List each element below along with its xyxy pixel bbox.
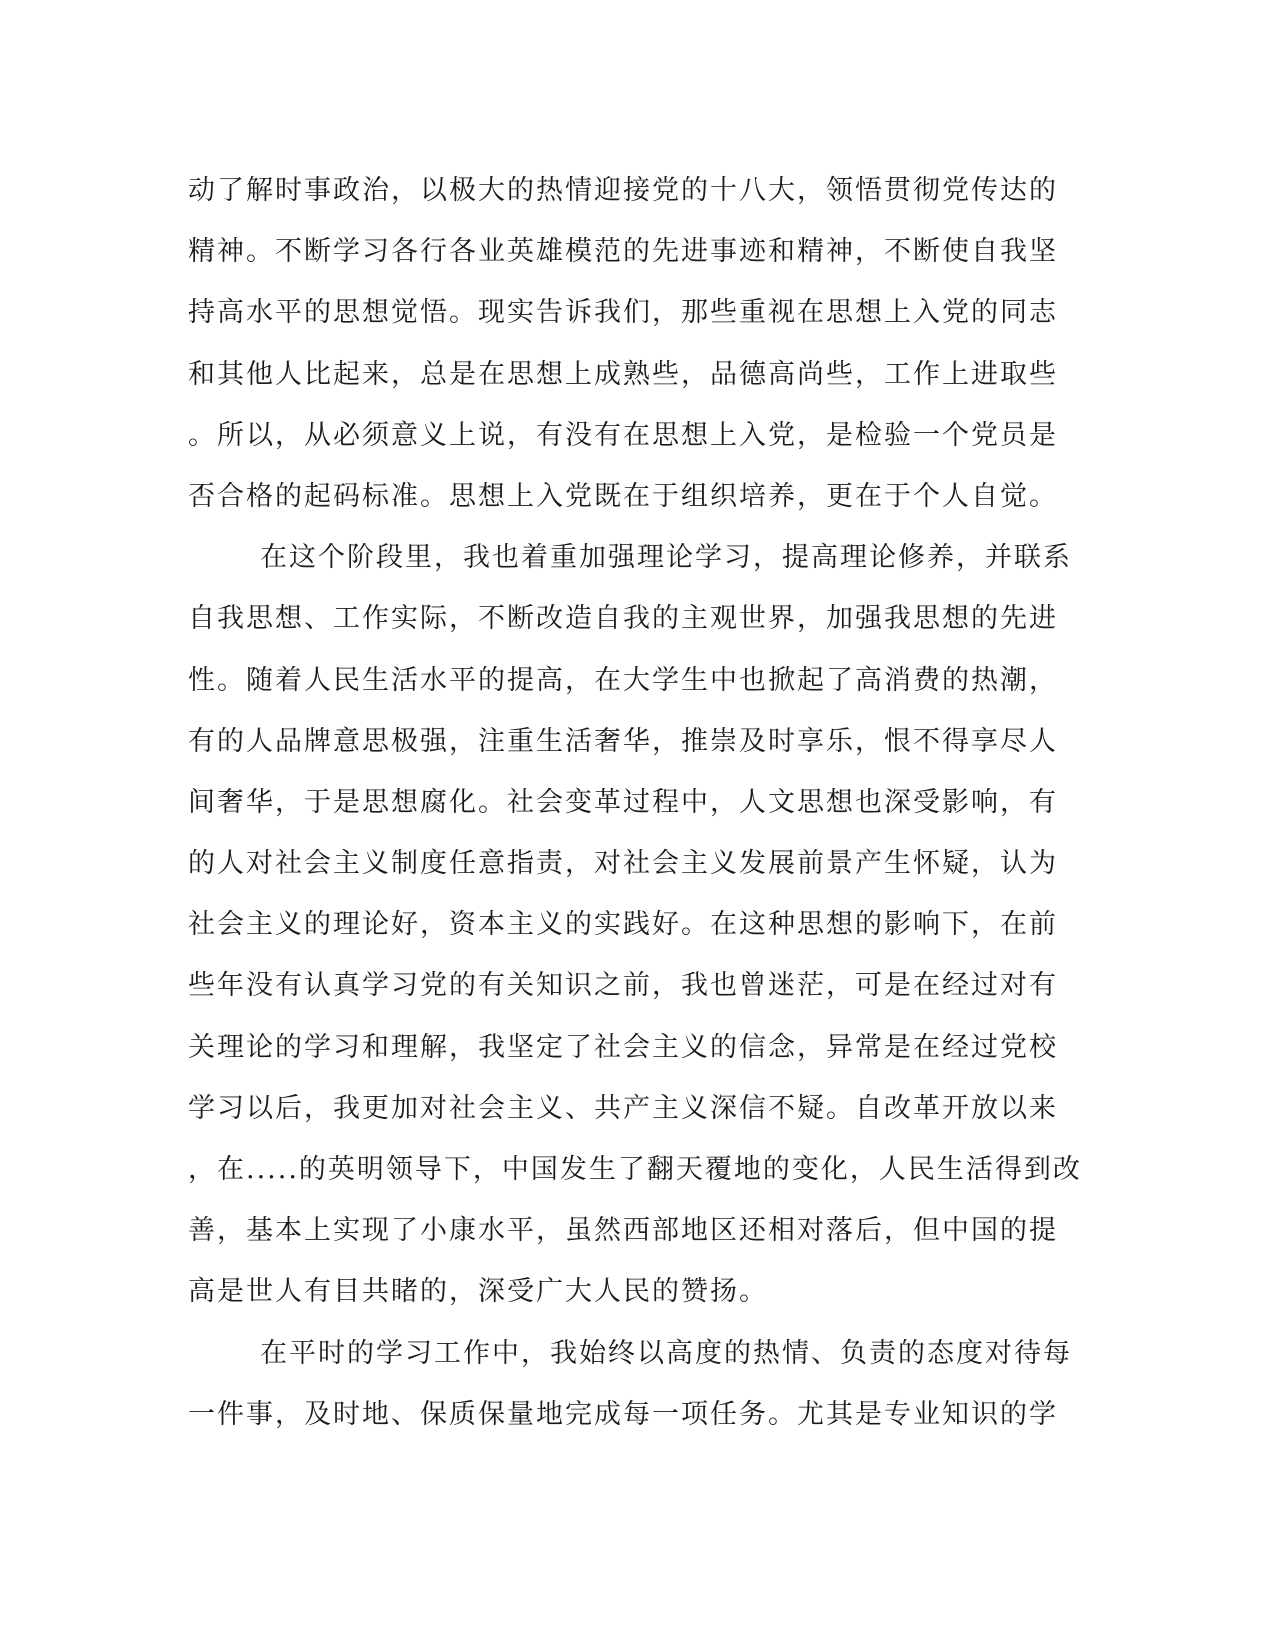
text-line: 善，基本上实现了小康水平，虽然西部地区还相对落后，但中国的提 (188, 1215, 1058, 1247)
paragraph-start-line: 在平时的学习工作中，我始终以高度的热情、负责的态度对待每 (260, 1337, 1072, 1369)
text-line: 。所以，从必须意义上说，有没有在思想上入党，是检验一个党员是 (188, 419, 1058, 451)
paragraph-start-line: 在这个阶段里，我也着重加强理论学习，提高理论修养，并联系 (260, 542, 1072, 574)
text-line: 的人对社会主义制度任意指责，对社会主义发展前景产生怀疑，认为 (188, 848, 1058, 880)
text-line: ，在.....的英明领导下，中国发生了翻天覆地的变化，人民生活得到改 (188, 1154, 1082, 1185)
text-line: 动了解时事政治，以极大的热情迎接党的十八大，领悟贯彻党传达的 (188, 175, 1058, 206)
text-line: 精神。不断学习各行各业英雄模范的先进事迹和精神，不断使自我坚 (188, 236, 1058, 268)
text-line: 否合格的起码标准。思想上入党既在于组织培养，更在于个人自觉。 (188, 480, 1058, 512)
document-body (188, 160, 1082, 1445)
text-line: 和其他人比起来，总是在思想上成熟些，品德高尚些，工作上进取些 (188, 358, 1058, 390)
text-line: 自我思想、工作实际，不断改造自我的主观世界，加强我思想的先进 (188, 603, 1058, 635)
text-line: 学习以后，我更加对社会主义、共产主义深信不疑。自改革开放以来 (188, 1092, 1058, 1124)
text-line: 一件事，及时地、保质保量地完成每一项任务。尤其是专业知识的学 (188, 1398, 1058, 1430)
text-line: 社会主义的理论好，资本主义的实践好。在这种思想的影响下，在前 (188, 909, 1058, 941)
text-line: 性。随着人民生活水平的提高，在大学生中也掀起了高消费的热潮， (188, 664, 1058, 696)
text-line: 关理论的学习和理解，我坚定了社会主义的信念，异常是在经过党校 (188, 1031, 1058, 1063)
text-line: 高是世人有目共睹的，深受广大人民的赞扬。 (188, 1276, 768, 1308)
text-line: 间奢华，于是思想腐化。社会变革过程中，人文思想也深受影响，有 (188, 786, 1058, 818)
text-line: 持高水平的思想觉悟。现实告诉我们，那些重视在思想上入党的同志 (188, 297, 1058, 329)
text-line: 有的人品牌意思极强，注重生活奢华，推崇及时享乐，恨不得享尽人 (188, 725, 1058, 757)
text-line: 些年没有认真学习党的有关知识之前，我也曾迷茫，可是在经过对有 (188, 970, 1058, 1002)
